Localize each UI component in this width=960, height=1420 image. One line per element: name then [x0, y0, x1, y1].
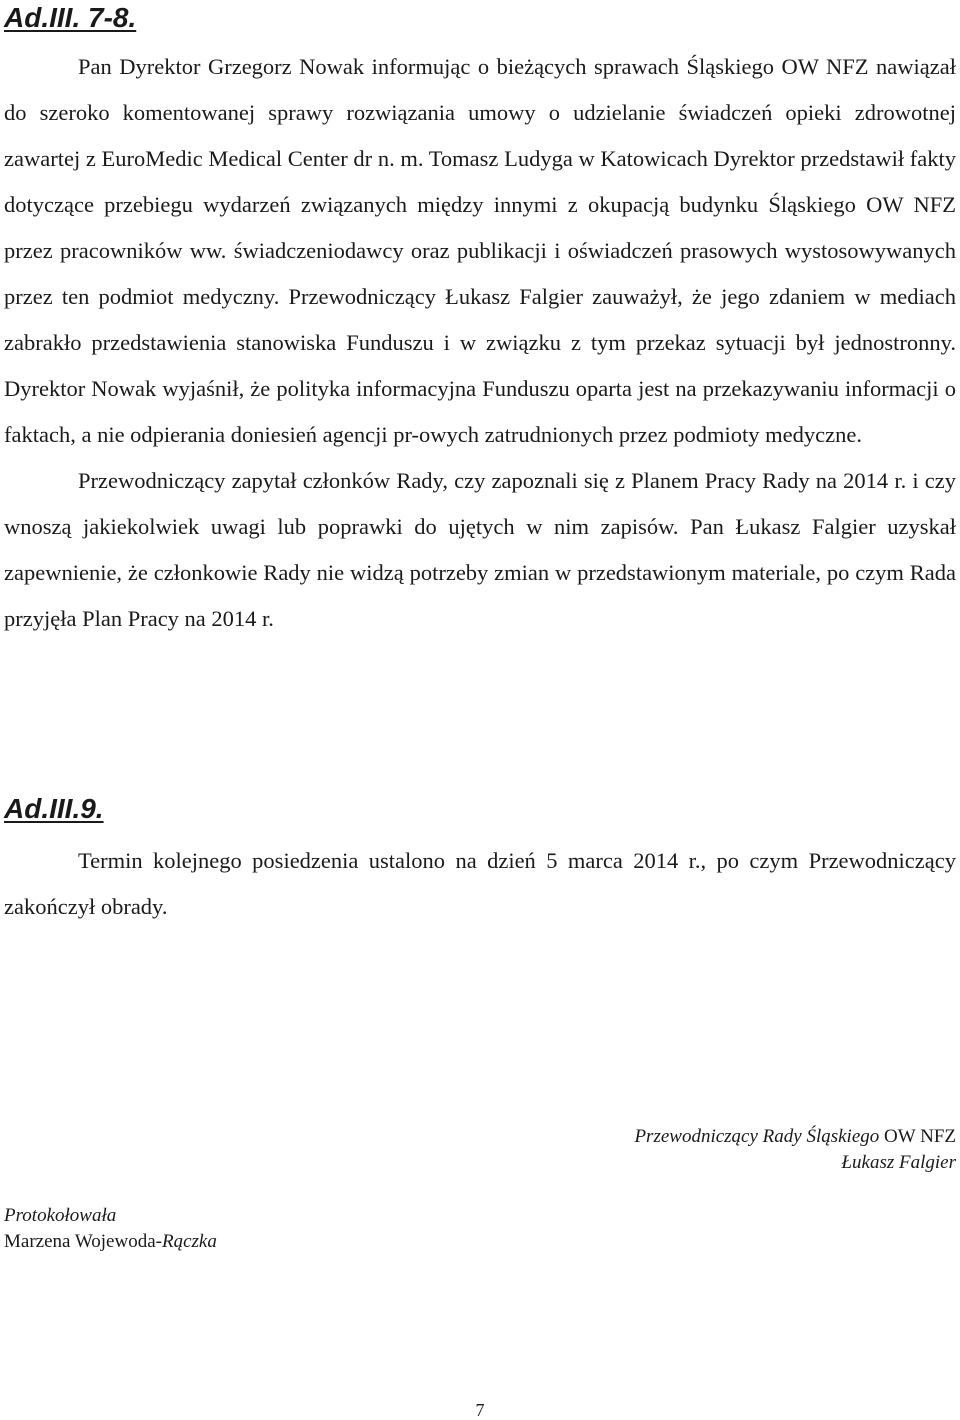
minutes-name — [4, 1229, 217, 1255]
chair-title-italic: Przewodniczący Rady Śląskiego — [634, 1126, 880, 1147]
chair-name: Łukasz Falgier — [841, 1152, 956, 1173]
section-heading-ad-iii-9: Ad.III.9. — [4, 793, 104, 824]
paragraph-plan-pracy: Przewodniczący zapytał członków Rady, czy zapoznali się z Planem Pracy Rady na 2014 r. i czy wnoszą jakiekolwiek uwagi lub poprawki do ujętych w nim zapisów. Pan Łukasz Falgier uzyskał zapewnienie, że członkowie Rady nie widzą potrzeby zmian w przedstawionym materiale, po czym Rada przyjęła Plan Pracy na 2014 r. — [4, 468, 956, 631]
minutes-role: Protokołowała — [4, 1205, 117, 1226]
chair-title-plain: OW NFZ — [879, 1126, 956, 1147]
page-number: 7 — [475, 1400, 485, 1420]
paragraph-dyrektor-report: Pan Dyrektor Grzegorz Nowak informując o bieżących sprawach Śląskiego OW NFZ nawiązał do szeroko komentowanej sprawy rozwiązania umowy o udzielanie świadczeń opieki zdrowotnej zawartej z EuroMedic Medical Center dr n. m. Tomasz Ludyga w Katowicach Dyrektor przedstawił fakty dotyczące przebiegu wydarzeń związanych między innymi z okupacją budynku Śląskiego OW NFZ przez pracowników ww. świadczeniodawcy oraz publikacji i oświadczeń prasowych wystosowywanych przez ten podmiot medyczny. Przewodniczący Łukasz Falgier zauważył, że jego zdaniem w mediach zabrakło przedstawienia stanowiska Funduszu i w związku z tym przekaz sytuacji był jednostronny. Dyrektor Nowak wyjaśnił, że polityka informacyjna Funduszu oparta jest na przekazywaniu informacji o faktach, a nie odpierania doniesień agencji pr-owych zatrudnionych przez podmioty medyczne. — [4, 54, 956, 447]
section-body-ad-iii-9 — [4, 838, 956, 930]
minutes-signature-block — [4, 1203, 217, 1255]
section-heading-ad-iii-7-8: Ad.III. 7-8. — [4, 2, 137, 33]
section-body-ad-iii-7-8 — [4, 44, 956, 642]
paragraph-next-meeting: Termin kolejnego posiedzenia ustalono na dzień 5 marca 2014 r., po czym Przewodniczący zakończył obrady. — [4, 848, 956, 919]
chair-signature-block — [634, 1124, 956, 1176]
minutes-name-italic: Rączka — [161, 1231, 217, 1252]
minutes-name-plain: Marzena Wojewoda- — [4, 1231, 162, 1252]
chair-title — [634, 1124, 956, 1150]
